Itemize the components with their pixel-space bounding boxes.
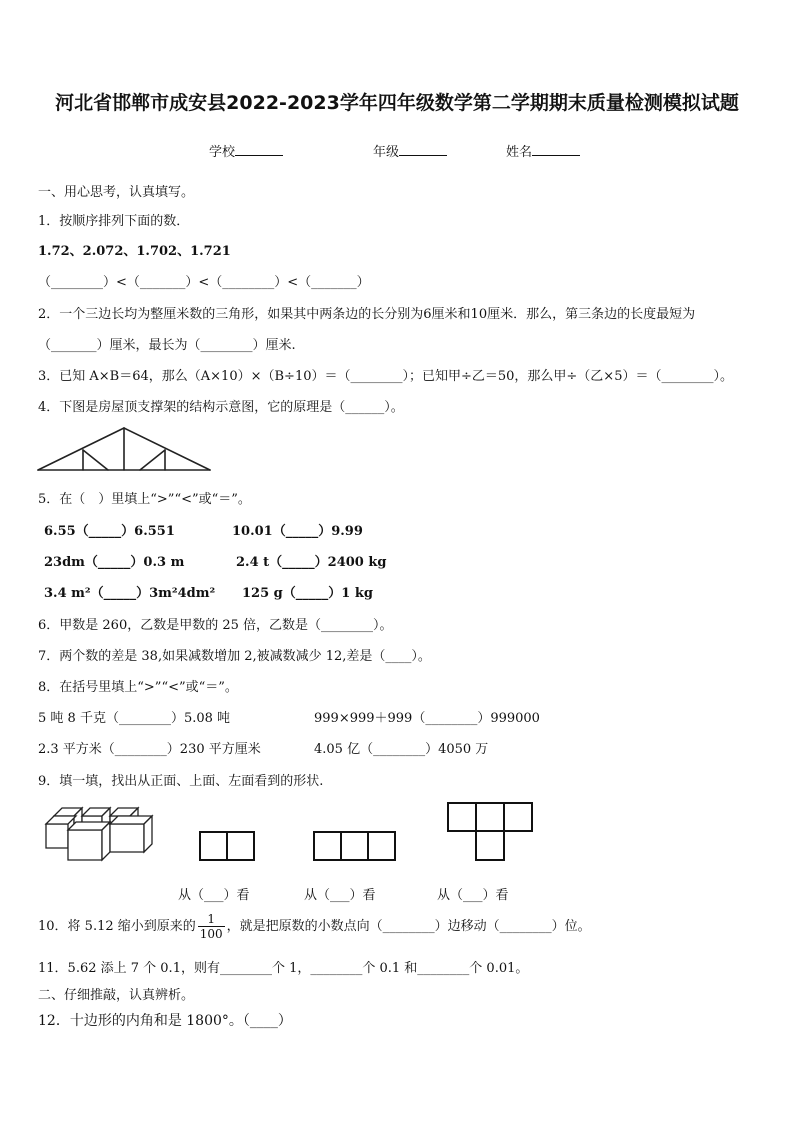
q2-line2: （_______）厘米，最长为（________）厘米. — [38, 338, 296, 353]
school-blank[interactable] — [235, 143, 283, 156]
view-shape-3 — [447, 802, 533, 862]
view-shape-1 — [199, 831, 255, 861]
view-shape-2 — [313, 831, 396, 861]
q1-order: （________）<（_______）<（________）<（_______） — [38, 275, 370, 290]
q5-r1b: 10.01（_____）9.99 — [232, 524, 363, 539]
q1-numbers: 1.72、2.072、1.702、1.721 — [38, 244, 231, 259]
truss-left-rafter — [38, 428, 124, 470]
q10-denominator: 100 — [199, 927, 223, 941]
q3-text: 3．已知 A×B＝64，那么（A×10）×（B÷10）＝（________）；已知甲÷乙＝50，那么甲÷（乙×5）＝（________）。 — [38, 369, 733, 384]
q5-r1a: 6.55（_____）6.551 — [44, 524, 175, 539]
q5-text: 5．在（ ）里填上“>”“<”或“＝”。 — [38, 492, 251, 507]
q12-text: 12．十边形的内角和是 1800°。（____） — [38, 1013, 292, 1029]
grade-field — [373, 141, 447, 160]
q5-r3a: 3.4 m²（_____）3m²4dm² — [44, 586, 216, 601]
name-blank[interactable] — [532, 143, 580, 156]
truss-left-brace — [83, 450, 108, 470]
q8-r2a: 2.3 平方米（________）230 平方厘米 — [38, 742, 261, 757]
school-field — [209, 141, 283, 160]
q9-view1-label: 从（___）看 — [178, 888, 250, 903]
cube-stack-figure — [46, 806, 158, 862]
q7-text: 7．两个数的差是 38,如果减数增加 2,被减数减少 12,差是（____）。 — [38, 649, 431, 664]
section-2-heading: 二、仔细推敲，认真辨析。 — [38, 988, 195, 1003]
q10-text — [38, 912, 591, 941]
q11-text: 11．5.62 添上 7 个 0.1，则有________个 1，________个 0.1 和________个 0.01。 — [38, 961, 529, 976]
roof-truss-figure — [38, 426, 210, 472]
q6-text: 6．甲数是 260，乙数是甲数的 25 倍，乙数是（________）。 — [38, 618, 393, 633]
q8-r1a: 5 吨 8 千克（________）5.08 吨 — [38, 711, 231, 726]
q1-text: 1．按顺序排列下面的数． — [38, 214, 190, 229]
q5-r2b: 2.4 t（_____）2400 kg — [236, 555, 387, 570]
q4-text: 4．下图是房屋顶支撑架的结构示意图，它的原理是（______）。 — [38, 400, 404, 415]
page-title: 河北省邯郸市成安县2022-2023学年四年级数学第二学期期末质量检测模拟试题 — [55, 92, 739, 114]
q10-numerator: 1 — [198, 912, 225, 927]
section-1-heading: 一、用心思考，认真填写。 — [38, 185, 195, 200]
truss-right-rafter — [124, 428, 210, 470]
name-label: 姓名 — [506, 145, 533, 160]
school-label: 学校 — [209, 145, 236, 160]
q10-post: ，就是把原数的小数点向（________）边移动（________）位。 — [226, 919, 591, 934]
q8-r1b: 999×999＋999（________）999000 — [314, 711, 540, 726]
q9-view3-label: 从（___）看 — [437, 888, 509, 903]
q10-fraction — [198, 912, 225, 941]
q9-text: 9．填一填，找出从正面、上面、左面看到的形状. — [38, 774, 324, 789]
q2-line1: 2．一个三边长均为整厘米数的三角形，如果其中两条边的长分别为6厘米和10厘米．那么，第三条边的长度最短为 — [38, 307, 696, 322]
grade-label: 年级 — [373, 145, 400, 160]
q8-r2b: 4.05 亿（________）4050 万 — [314, 742, 489, 757]
truss-right-brace — [140, 450, 165, 470]
q10-pre: 10．将 5.12 缩小到原来的 — [38, 919, 196, 934]
q5-r3b: 125 g（_____）1 kg — [242, 586, 373, 601]
grade-blank[interactable] — [399, 143, 447, 156]
q9-view2-label: 从（___）看 — [304, 888, 376, 903]
q5-r2a: 23dm（_____）0.3 m — [44, 555, 185, 570]
q8-text: 8．在括号里填上“>”“<”或“＝”。 — [38, 680, 238, 695]
name-field — [506, 141, 580, 160]
